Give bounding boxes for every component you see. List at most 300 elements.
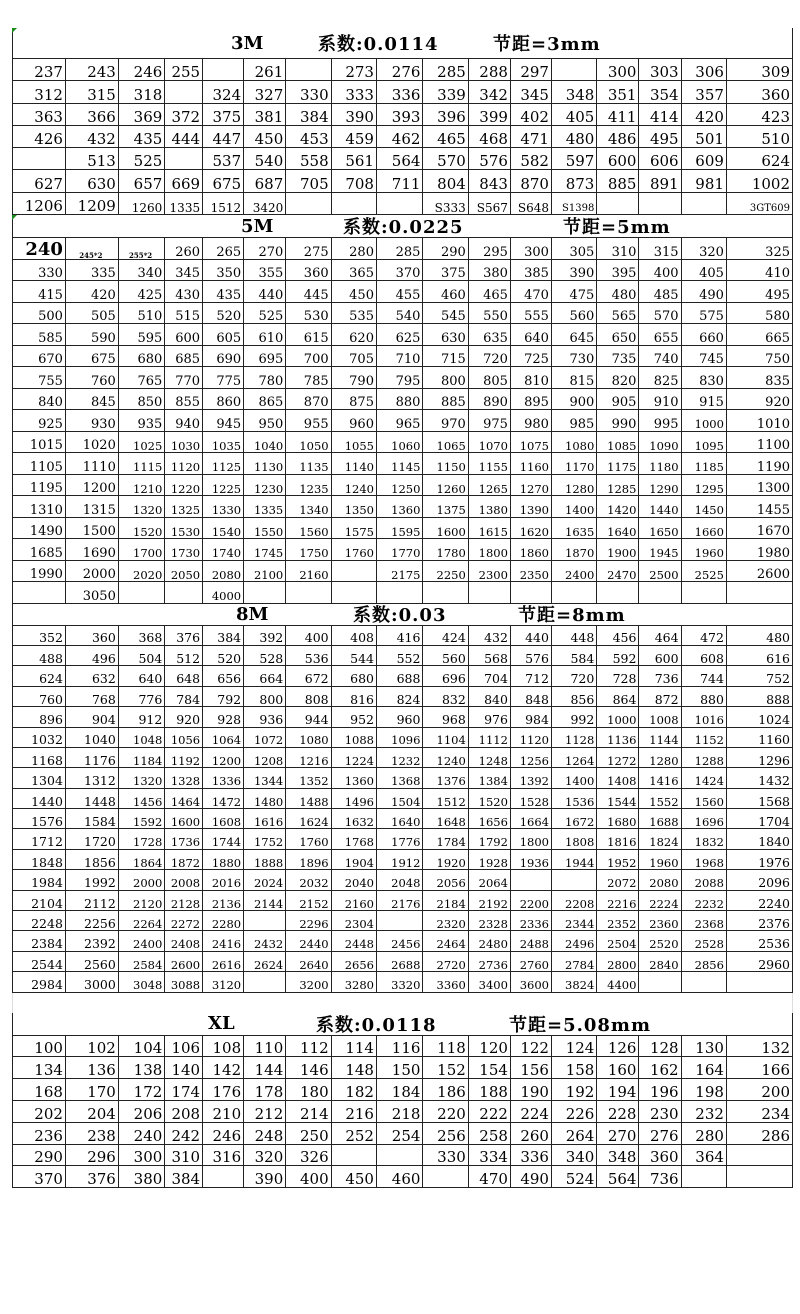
length-cell[interactable]: 2368 <box>681 911 726 931</box>
length-cell[interactable]: 2136 <box>203 890 244 910</box>
length-cell[interactable] <box>597 582 639 604</box>
length-cell[interactable]: 1780 <box>423 539 468 561</box>
length-cell[interactable]: 845 <box>65 388 118 410</box>
length-cell[interactable]: 1360 <box>331 768 376 788</box>
length-cell[interactable]: 364 <box>681 1144 726 1166</box>
length-cell[interactable]: 2000 <box>65 560 118 582</box>
length-cell[interactable]: 1792 <box>468 829 510 849</box>
length-cell[interactable]: 1800 <box>468 539 510 561</box>
length-cell[interactable]: 444 <box>165 125 203 147</box>
length-cell[interactable]: 1015 <box>13 431 66 453</box>
length-cell[interactable]: 2520 <box>639 931 681 951</box>
length-cell[interactable]: 148 <box>331 1057 376 1079</box>
length-cell[interactable] <box>376 911 422 931</box>
length-cell[interactable]: 1344 <box>244 768 286 788</box>
length-cell[interactable]: 1320 <box>118 496 164 518</box>
length-cell[interactable]: 248 <box>244 1122 286 1144</box>
length-cell[interactable]: 1195 <box>13 474 66 496</box>
length-cell[interactable]: 3120 <box>203 972 244 992</box>
length-cell[interactable]: 288 <box>468 59 510 81</box>
length-cell[interactable]: 965 <box>376 410 422 432</box>
length-cell[interactable]: 1816 <box>597 829 639 849</box>
length-cell[interactable]: 146 <box>286 1057 331 1079</box>
length-cell[interactable]: 1615 <box>468 517 510 539</box>
length-cell[interactable]: 1880 <box>203 849 244 869</box>
length-cell[interactable]: 936 <box>244 707 286 727</box>
length-cell[interactable]: 850 <box>118 388 164 410</box>
length-cell[interactable]: 669 <box>165 170 203 192</box>
length-cell[interactable]: 475 <box>551 281 596 303</box>
length-cell[interactable]: 490 <box>681 281 726 303</box>
length-cell[interactable]: 1336 <box>203 768 244 788</box>
length-cell[interactable]: 985 <box>551 410 596 432</box>
length-cell[interactable]: 2840 <box>639 951 681 971</box>
length-cell[interactable]: 1672 <box>551 809 596 829</box>
length-cell[interactable]: 339 <box>423 81 468 103</box>
length-cell[interactable]: 234 <box>726 1101 792 1123</box>
length-cell[interactable]: 1744 <box>203 829 244 849</box>
length-cell[interactable]: 162 <box>639 1057 681 1079</box>
length-cell[interactable]: 1080 <box>551 431 596 453</box>
length-cell[interactable]: 1095 <box>681 431 726 453</box>
length-cell[interactable]: 300 <box>597 59 639 81</box>
length-cell[interactable]: 1072 <box>244 727 286 747</box>
length-cell[interactable]: 465 <box>423 125 468 147</box>
length-cell[interactable]: 2040 <box>331 870 376 890</box>
length-cell[interactable] <box>551 59 596 81</box>
length-cell[interactable]: 528 <box>244 645 286 665</box>
length-cell[interactable]: 408 <box>331 625 376 645</box>
length-cell[interactable]: 150 <box>376 1057 422 1079</box>
length-cell[interactable]: 2736 <box>468 951 510 971</box>
length-cell[interactable]: 655 <box>639 324 681 346</box>
length-cell[interactable]: 496 <box>65 645 118 665</box>
length-cell[interactable]: 380 <box>468 259 510 281</box>
length-cell[interactable]: 524 <box>551 1166 596 1188</box>
length-cell[interactable] <box>726 582 792 604</box>
length-cell[interactable]: 606 <box>639 148 681 170</box>
length-cell[interactable]: 104 <box>118 1035 164 1057</box>
length-cell[interactable]: 256 <box>423 1122 468 1144</box>
length-cell[interactable]: 1990 <box>13 560 66 582</box>
length-cell[interactable]: 1265 <box>468 474 510 496</box>
length-cell[interactable]: 1040 <box>244 431 286 453</box>
length-cell[interactable]: 460 <box>423 281 468 303</box>
length-cell[interactable]: 1560 <box>286 517 331 539</box>
length-cell[interactable]: 152 <box>423 1057 468 1079</box>
length-cell[interactable]: 415 <box>13 281 66 303</box>
length-cell[interactable]: 2640 <box>286 951 331 971</box>
length-cell[interactable]: 804 <box>423 170 468 192</box>
length-cell[interactable]: 1620 <box>510 517 551 539</box>
length-cell[interactable] <box>681 192 726 214</box>
length-cell[interactable] <box>286 59 331 81</box>
length-cell[interactable]: 285 <box>376 238 422 260</box>
length-cell[interactable]: 440 <box>510 625 551 645</box>
length-cell[interactable]: 2360 <box>639 911 681 931</box>
length-cell[interactable]: 1075 <box>510 431 551 453</box>
length-cell[interactable]: 710 <box>376 345 422 367</box>
length-cell[interactable]: 544 <box>331 645 376 665</box>
length-cell[interactable]: 984 <box>510 707 551 727</box>
length-cell[interactable]: 736 <box>639 1166 681 1188</box>
length-cell[interactable]: 680 <box>331 666 376 686</box>
length-cell[interactable]: 705 <box>331 345 376 367</box>
length-cell[interactable]: 785 <box>286 367 331 389</box>
length-cell[interactable]: 872 <box>639 686 681 706</box>
length-cell[interactable]: 140 <box>165 1057 203 1079</box>
length-cell[interactable]: 1060 <box>376 431 422 453</box>
length-cell[interactable]: 1128 <box>551 727 596 747</box>
length-cell[interactable]: 2344 <box>551 911 596 931</box>
length-cell[interactable]: 425 <box>118 281 164 303</box>
length-cell[interactable]: 1110 <box>65 453 118 475</box>
length-cell[interactable]: 405 <box>551 103 596 125</box>
length-cell[interactable]: 1085 <box>597 431 639 453</box>
length-cell[interactable]: 1680 <box>597 809 639 829</box>
length-cell[interactable]: 2336 <box>510 911 551 931</box>
length-cell[interactable]: 1295 <box>681 474 726 496</box>
length-cell[interactable]: S567 <box>468 192 510 214</box>
length-cell[interactable]: 334 <box>468 1144 510 1166</box>
length-cell[interactable]: 990 <box>597 410 639 432</box>
length-cell[interactable]: 2016 <box>203 870 244 890</box>
length-cell[interactable]: 1520 <box>118 517 164 539</box>
length-cell[interactable]: 580 <box>726 302 792 324</box>
length-cell[interactable] <box>165 582 203 604</box>
length-cell[interactable]: 1455 <box>726 496 792 518</box>
length-cell[interactable]: 1750 <box>286 539 331 561</box>
length-cell[interactable]: 600 <box>639 645 681 665</box>
length-cell[interactable]: 1456 <box>118 788 164 808</box>
length-cell[interactable] <box>681 1166 726 1188</box>
length-cell[interactable]: 1800 <box>510 829 551 849</box>
length-cell[interactable]: 1600 <box>423 517 468 539</box>
length-cell[interactable] <box>165 148 203 170</box>
length-cell[interactable]: 955 <box>286 410 331 432</box>
length-cell[interactable]: 2064 <box>468 870 510 890</box>
length-cell[interactable]: 144 <box>244 1057 286 1079</box>
length-cell[interactable]: 3360 <box>423 972 468 992</box>
length-cell[interactable]: 495 <box>726 281 792 303</box>
length-cell[interactable]: 2304 <box>331 911 376 931</box>
length-cell[interactable]: 1270 <box>510 474 551 496</box>
length-cell[interactable]: 888 <box>726 686 792 706</box>
length-cell[interactable]: 424 <box>423 625 468 645</box>
length-cell[interactable]: 232 <box>681 1101 726 1123</box>
length-cell[interactable]: 1650 <box>639 517 681 539</box>
length-cell[interactable]: 416 <box>376 625 422 645</box>
length-cell[interactable]: 635 <box>468 324 510 346</box>
length-cell[interactable]: 236 <box>13 1122 66 1144</box>
length-cell[interactable]: 600 <box>165 324 203 346</box>
length-cell[interactable]: 448 <box>551 625 596 645</box>
length-cell[interactable]: 2784 <box>551 951 596 971</box>
length-cell[interactable]: 142 <box>203 1057 244 1079</box>
length-cell[interactable]: 390 <box>331 103 376 125</box>
length-cell[interactable]: 672 <box>286 666 331 686</box>
length-cell[interactable]: 315 <box>639 238 681 260</box>
length-cell[interactable]: 1745 <box>244 539 286 561</box>
length-cell[interactable]: 2720 <box>423 951 468 971</box>
length-cell[interactable]: 1100 <box>726 431 792 453</box>
length-cell[interactable]: 1520 <box>468 788 510 808</box>
length-cell[interactable]: 194 <box>597 1079 639 1101</box>
length-cell[interactable]: 1384 <box>468 768 510 788</box>
length-cell[interactable]: 290 <box>423 238 468 260</box>
length-cell[interactable]: 1496 <box>331 788 376 808</box>
length-cell[interactable]: 720 <box>551 666 596 686</box>
length-cell[interactable]: 2280 <box>203 911 244 931</box>
length-cell[interactable]: 1280 <box>551 474 596 496</box>
length-cell[interactable] <box>244 582 286 604</box>
length-cell[interactable]: 410 <box>726 259 792 281</box>
length-cell[interactable]: 830 <box>681 367 726 389</box>
length-cell[interactable]: 384 <box>286 103 331 125</box>
length-cell[interactable]: 1264 <box>551 747 596 767</box>
length-cell[interactable]: 465 <box>468 281 510 303</box>
length-cell[interactable]: 515 <box>165 302 203 324</box>
length-cell[interactable]: 1712 <box>13 829 66 849</box>
length-cell[interactable]: 687 <box>244 170 286 192</box>
length-cell[interactable]: 368 <box>118 625 164 645</box>
length-cell[interactable]: 1540 <box>203 517 244 539</box>
length-cell[interactable]: 2184 <box>423 890 468 910</box>
length-cell[interactable]: 312 <box>13 81 66 103</box>
length-cell[interactable]: 2264 <box>118 911 164 931</box>
length-cell[interactable]: 1040 <box>65 727 118 747</box>
length-cell[interactable]: 124 <box>551 1035 596 1057</box>
length-cell[interactable]: 905 <box>597 388 639 410</box>
length-cell[interactable]: 450 <box>244 125 286 147</box>
length-cell[interactable]: 1135 <box>286 453 331 475</box>
length-cell[interactable]: 246 <box>203 1122 244 1144</box>
length-cell[interactable]: 856 <box>551 686 596 706</box>
length-cell[interactable]: 2224 <box>639 890 681 910</box>
length-cell[interactable]: 1912 <box>376 849 422 869</box>
length-cell[interactable]: 1976 <box>726 849 792 869</box>
length-cell[interactable]: 495 <box>639 125 681 147</box>
length-cell[interactable]: 1016 <box>681 707 726 727</box>
length-cell[interactable]: 136 <box>65 1057 118 1079</box>
length-cell[interactable]: 445 <box>286 281 331 303</box>
length-cell[interactable]: 2096 <box>726 870 792 890</box>
length-cell[interactable]: 369 <box>118 103 164 125</box>
length-cell[interactable]: 2616 <box>203 951 244 971</box>
length-cell[interactable]: 206 <box>118 1101 164 1123</box>
length-cell[interactable]: 2160 <box>286 560 331 582</box>
length-cell[interactable]: 110 <box>244 1035 286 1057</box>
length-cell[interactable]: 860 <box>203 388 244 410</box>
length-cell[interactable]: 2112 <box>65 890 118 910</box>
length-cell[interactable]: 471 <box>510 125 551 147</box>
length-cell[interactable]: 904 <box>65 707 118 727</box>
length-cell[interactable]: 180 <box>286 1079 331 1101</box>
length-cell[interactable]: 265 <box>203 238 244 260</box>
length-cell[interactable]: 816 <box>331 686 376 706</box>
length-cell[interactable]: 675 <box>203 170 244 192</box>
length-cell[interactable]: 460 <box>376 1166 422 1188</box>
length-cell[interactable]: 2984 <box>13 972 66 992</box>
length-cell[interactable]: 1690 <box>65 539 118 561</box>
length-cell[interactable]: 1688 <box>639 809 681 829</box>
length-cell[interactable]: 1030 <box>165 431 203 453</box>
length-cell[interactable]: 1500 <box>65 517 118 539</box>
length-cell[interactable]: 1200 <box>65 474 118 496</box>
length-cell[interactable]: 396 <box>423 103 468 125</box>
length-cell[interactable]: 1552 <box>639 788 681 808</box>
length-cell[interactable]: 2416 <box>203 931 244 951</box>
length-cell[interactable]: 1352 <box>286 768 331 788</box>
length-cell[interactable]: 2600 <box>165 951 203 971</box>
length-cell[interactable] <box>376 1144 422 1166</box>
length-cell[interactable]: 330 <box>13 259 66 281</box>
length-cell[interactable]: 276 <box>376 59 422 81</box>
length-cell[interactable]: 705 <box>286 170 331 192</box>
length-cell[interactable]: 440 <box>244 281 286 303</box>
length-cell[interactable]: 336 <box>510 1144 551 1166</box>
length-cell[interactable]: 126 <box>597 1035 639 1057</box>
length-cell[interactable]: 1120 <box>510 727 551 747</box>
length-cell[interactable]: 1020 <box>65 431 118 453</box>
length-cell[interactable]: 330 <box>423 1144 468 1166</box>
length-cell[interactable]: S1398 <box>551 192 596 214</box>
length-cell[interactable]: 584 <box>551 645 596 665</box>
length-cell[interactable]: 745 <box>681 345 726 367</box>
length-cell[interactable]: 1544 <box>597 788 639 808</box>
length-cell[interactable] <box>286 192 331 214</box>
length-cell[interactable]: 1664 <box>510 809 551 829</box>
length-cell[interactable]: 2032 <box>286 870 331 890</box>
length-cell[interactable]: 715 <box>423 345 468 367</box>
length-cell[interactable]: 432 <box>65 125 118 147</box>
length-cell[interactable]: 210 <box>203 1101 244 1123</box>
length-cell[interactable]: 610 <box>244 324 286 346</box>
length-cell[interactable]: 1408 <box>597 768 639 788</box>
length-cell[interactable]: 2272 <box>165 911 203 931</box>
length-cell[interactable]: 1070 <box>468 431 510 453</box>
length-cell[interactable]: 1000 <box>597 707 639 727</box>
length-cell[interactable]: 2525 <box>681 560 726 582</box>
length-cell[interactable]: 1848 <box>13 849 66 869</box>
length-cell[interactable]: 1105 <box>13 453 66 475</box>
length-cell[interactable]: 174 <box>165 1079 203 1101</box>
length-cell[interactable]: 1984 <box>13 870 66 890</box>
length-cell[interactable]: 255 <box>165 59 203 81</box>
length-cell[interactable]: 2456 <box>376 931 422 951</box>
length-cell[interactable]: 480 <box>726 625 792 645</box>
length-cell[interactable]: 270 <box>244 238 286 260</box>
length-cell[interactable]: 1335 <box>244 496 286 518</box>
length-cell[interactable]: 468 <box>468 125 510 147</box>
length-cell[interactable]: 335 <box>65 259 118 281</box>
length-cell[interactable]: 960 <box>331 410 376 432</box>
length-cell[interactable]: 2488 <box>510 931 551 951</box>
length-cell[interactable]: 366 <box>65 103 118 125</box>
length-cell[interactable]: 102 <box>65 1035 118 1057</box>
length-cell[interactable]: 261 <box>244 59 286 81</box>
length-cell[interactable]: 430 <box>165 281 203 303</box>
length-cell[interactable]: 1304 <box>13 768 66 788</box>
length-cell[interactable]: 108 <box>203 1035 244 1057</box>
length-cell[interactable]: 1600 <box>165 809 203 829</box>
length-cell[interactable]: 1904 <box>331 849 376 869</box>
length-cell[interactable]: 560 <box>423 645 468 665</box>
length-cell[interactable]: 3824 <box>551 972 596 992</box>
length-cell[interactable] <box>13 148 66 170</box>
length-cell[interactable]: 122 <box>510 1035 551 1057</box>
length-cell[interactable]: 3420 <box>244 192 286 214</box>
length-cell[interactable]: 138 <box>118 1057 164 1079</box>
length-cell[interactable]: 1325 <box>165 496 203 518</box>
length-cell[interactable]: 1320 <box>118 768 164 788</box>
length-cell[interactable]: 1952 <box>597 849 639 869</box>
length-cell[interactable]: 1180 <box>639 453 681 475</box>
length-cell[interactable]: 1900 <box>597 539 639 561</box>
length-cell[interactable]: 2300 <box>468 560 510 582</box>
length-cell[interactable]: 1145 <box>376 453 422 475</box>
length-cell[interactable]: 208 <box>165 1101 203 1123</box>
length-cell[interactable]: 348 <box>597 1144 639 1166</box>
length-cell[interactable]: 370 <box>13 1166 66 1188</box>
length-cell[interactable]: 1595 <box>376 517 422 539</box>
length-cell[interactable]: 260 <box>165 238 203 260</box>
length-cell[interactable]: 843 <box>468 170 510 192</box>
length-cell[interactable]: 1808 <box>551 829 596 849</box>
length-cell[interactable]: 945 <box>203 410 244 432</box>
length-cell[interactable]: 240 <box>13 238 66 260</box>
length-cell[interactable]: 1360 <box>376 496 422 518</box>
length-cell[interactable]: 920 <box>726 388 792 410</box>
length-cell[interactable]: 928 <box>203 707 244 727</box>
length-cell[interactable]: 1050 <box>286 431 331 453</box>
length-cell[interactable]: 1224 <box>331 747 376 767</box>
length-cell[interactable]: 915 <box>681 388 726 410</box>
length-cell[interactable]: 1152 <box>681 727 726 747</box>
length-cell[interactable] <box>165 81 203 103</box>
length-cell[interactable]: 1464 <box>165 788 203 808</box>
length-cell[interactable]: 2020 <box>118 560 164 582</box>
length-cell[interactable]: 118 <box>423 1035 468 1057</box>
length-cell[interactable]: 1760 <box>331 539 376 561</box>
length-cell[interactable]: 1256 <box>510 747 551 767</box>
length-cell[interactable]: 459 <box>331 125 376 147</box>
length-cell[interactable]: 1010 <box>726 410 792 432</box>
length-cell[interactable]: 188 <box>468 1079 510 1101</box>
length-cell[interactable]: 504 <box>118 645 164 665</box>
length-cell[interactable]: 1150 <box>423 453 468 475</box>
length-cell[interactable]: 485 <box>639 281 681 303</box>
length-cell[interactable]: 728 <box>597 666 639 686</box>
length-cell[interactable]: 1736 <box>165 829 203 849</box>
length-cell[interactable]: 576 <box>468 148 510 170</box>
length-cell[interactable]: 1176 <box>65 747 118 767</box>
length-cell[interactable]: 315 <box>65 81 118 103</box>
length-cell[interactable]: 2008 <box>165 870 203 890</box>
length-cell[interactable]: 3400 <box>468 972 510 992</box>
length-cell[interactable]: 2688 <box>376 951 422 971</box>
length-cell[interactable] <box>376 582 422 604</box>
length-cell[interactable]: 250 <box>286 1122 331 1144</box>
length-cell[interactable]: 970 <box>423 410 468 432</box>
length-cell[interactable]: 1368 <box>376 768 422 788</box>
length-cell[interactable] <box>376 192 422 214</box>
length-cell[interactable]: 870 <box>286 388 331 410</box>
length-cell[interactable]: 1140 <box>331 453 376 475</box>
length-cell[interactable]: 585 <box>13 324 66 346</box>
length-cell[interactable]: 2328 <box>468 911 510 931</box>
length-cell[interactable]: 390 <box>244 1166 286 1188</box>
